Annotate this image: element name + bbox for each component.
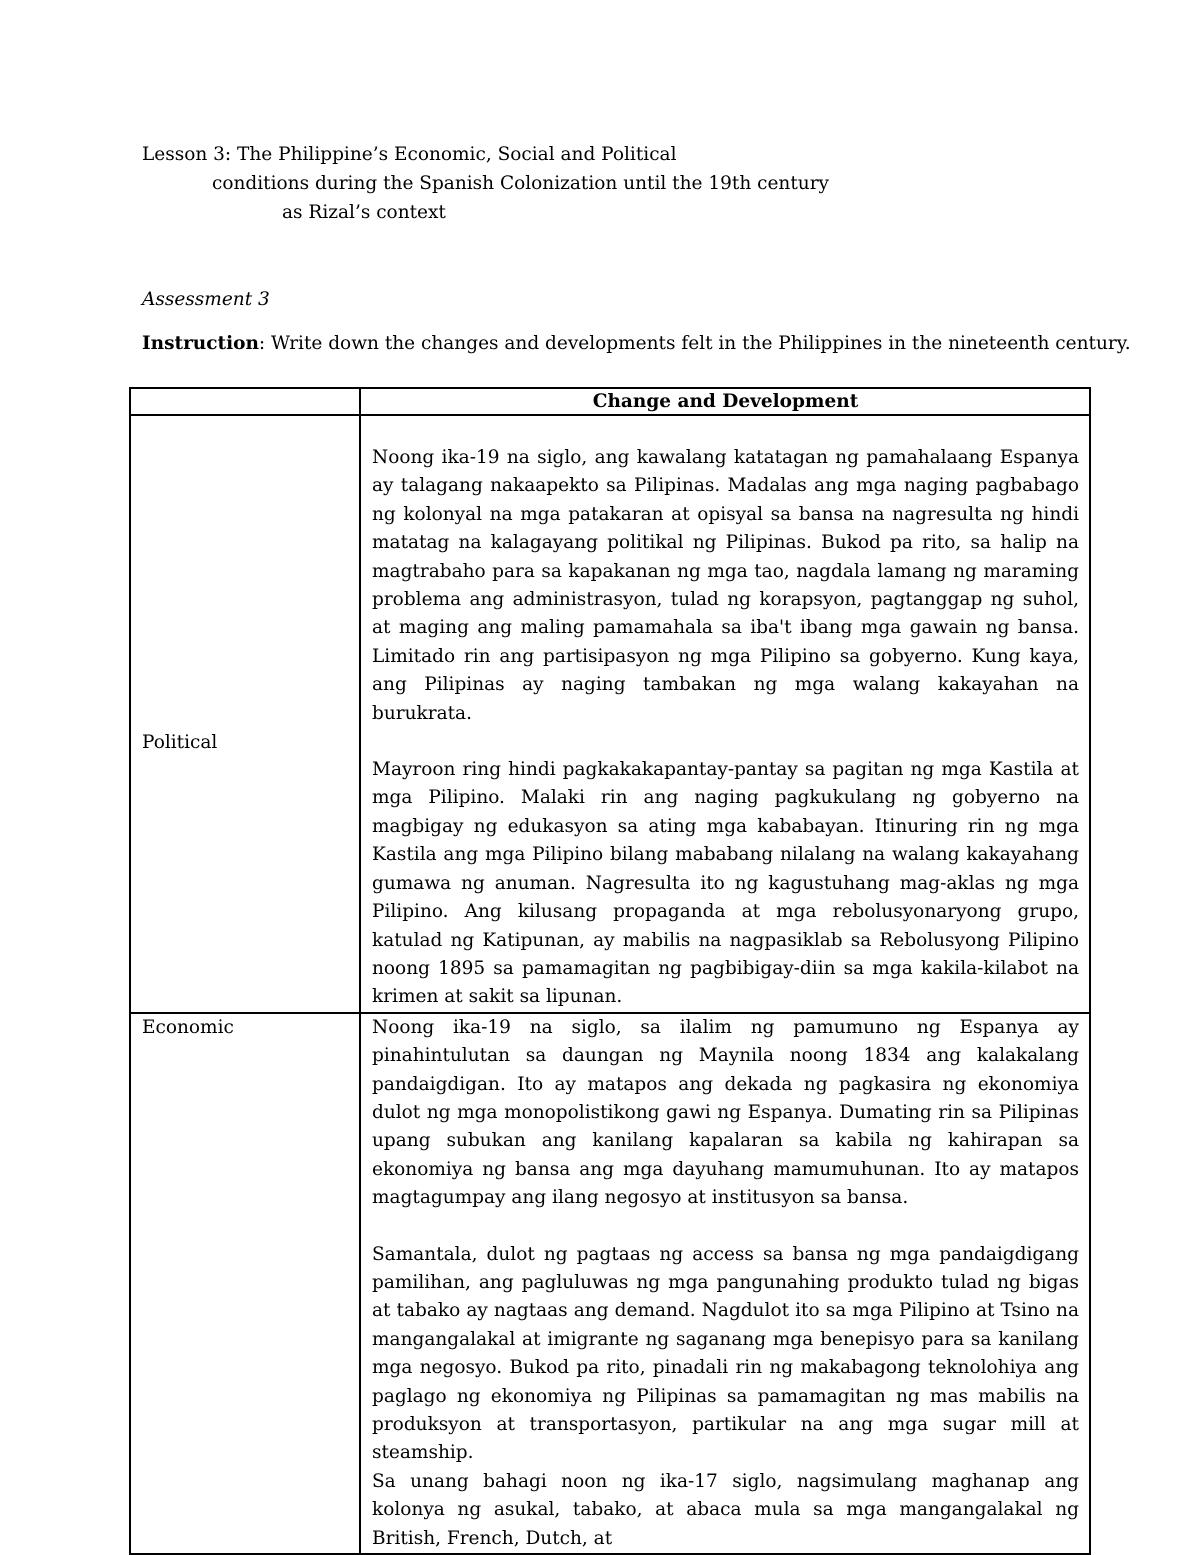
table-row-political [130, 415, 1090, 1013]
header-cell-change-development: Change and Development [360, 388, 1090, 415]
instruction-body: : Write down the changes and developments felt in the Philippines in the nineteenth century. [258, 333, 1131, 354]
economic-paragraph-1: Noong ika-19 na siglo, sa ilalim ng pamumuno ng Espanya ay pinahintulutan sa daungan ng Maynila noong 1834 ang kalakalang pandaigdigan. Ito ay matapos ang dekada ng pagkasira ng ekonomiya dulot ng mga monopolistikong gawi ng Espanya. Dumating rin sa Pilipinas upang subukan ang kanilang kapalaran sa kabila ng kahirapan sa ekonomiya ng bansa ang mga dayuhang mamumuhunan. Ito ay matapos magtagumpay ang ilang negosyo at institusyon sa bansa. [372, 1016, 1079, 1209]
header-cell-empty [130, 388, 360, 415]
economic-content [360, 1013, 1090, 1554]
row-label-economic: Economic [130, 1013, 360, 1554]
economic-paragraph-3: Sa unang bahagi noon ng ika-17 siglo, nagsimulang maghanap ang kolonya ng asukal, tabako, at abaca mula sa mga mangangalakal ng British, French, Dutch, at [372, 1470, 1079, 1549]
political-content [360, 415, 1090, 1013]
table-row-economic [130, 1013, 1090, 1554]
lesson-title-line-1: Lesson 3: The Philippine’s Economic, Social and Political [142, 144, 677, 165]
assessment-table [129, 387, 1091, 1555]
political-paragraph-2: Mayroon ring hindi pagkakakapantay-pantay sa pagitan ng mga Kastila at mga Pilipino. Malaki rin ang naging pagkukulang ng gobyerno na magbigay ng edukasyon sa ating mga kababayan. Itinuring rin ng mga Kastila ang mga Pilipino bilang mababang nilalang na walang kakayahang gumawa ng anuman. Nagresulta ito ng kagustuhang mag-aklas ng mga Pilipino. Ang kilusang propaganda at mga rebolusyonaryong grupo, katulad ng Katipunan, ay mabilis na nagpasiklab sa Rebolusyong Pilipino noong 1895 sa pamamagitan ng pagbibigay-diin sa mga kakila-kilabot na krimen at sakit sa lipunan. [372, 759, 1079, 1008]
economic-paragraph-2: Samantala, dulot ng pagtaas ng access sa bansa ng mga pandaigdigang pamilihan, ang pagluluwas ng mga pangunahing produkto tulad ng bigas at tabako ay nagtaas ang demand. Nagdulot ito sa mga Pilipino at Tsino na mangangalakal at imigrante ng saganang mga benepisyo para sa kanilang mga negosyo. Bukod pa rito, pinadali rin ng makabagong teknolohiya ang paglago ng ekonomiya ng Pilipinas sa pamamagitan ng mas mabilis na produksyon at transportasyon, partikular na ang mga sugar mill at steamship. [372, 1243, 1079, 1464]
political-paragraph-1: Noong ika-19 na siglo, ang kawalang katatagan ng pamahalaang Espanya ay talagang nakaapekto sa Pilipinas. Madalas ang mga naging pagbabago ng kolonyal na mga patakaran at opisyal sa bansa na nagresulta ng hindi matatag na kalagayang politikal ng Pilipinas. Bukod pa rito, sa halip na magtrabaho para sa kapakanan ng mga tao, nagdala lamang ng maraming problema ang administrasyon, tulad ng korapsyon, pagtanggap ng suhol, at maging ang maling pamamahala sa iba't ibang mga gawain ng bansa. Limitado rin ang partisipasyon ng mga Pilipino sa gobyerno. Kung kaya, ang Pilipinas ay naging tambakan ng mga walang kakayahan na burukrata. [372, 447, 1079, 724]
lesson-title-line-2: conditions during the Spanish Colonization until the 19th century [212, 173, 829, 194]
assessment-heading: Assessment 3 [142, 289, 270, 310]
instruction-label: Instruction [142, 333, 259, 354]
table-header-row [130, 388, 1090, 415]
instruction-text [142, 330, 1131, 358]
lesson-title-line-3: as Rizal’s context [282, 202, 446, 223]
row-label-political: Political [130, 415, 360, 1013]
